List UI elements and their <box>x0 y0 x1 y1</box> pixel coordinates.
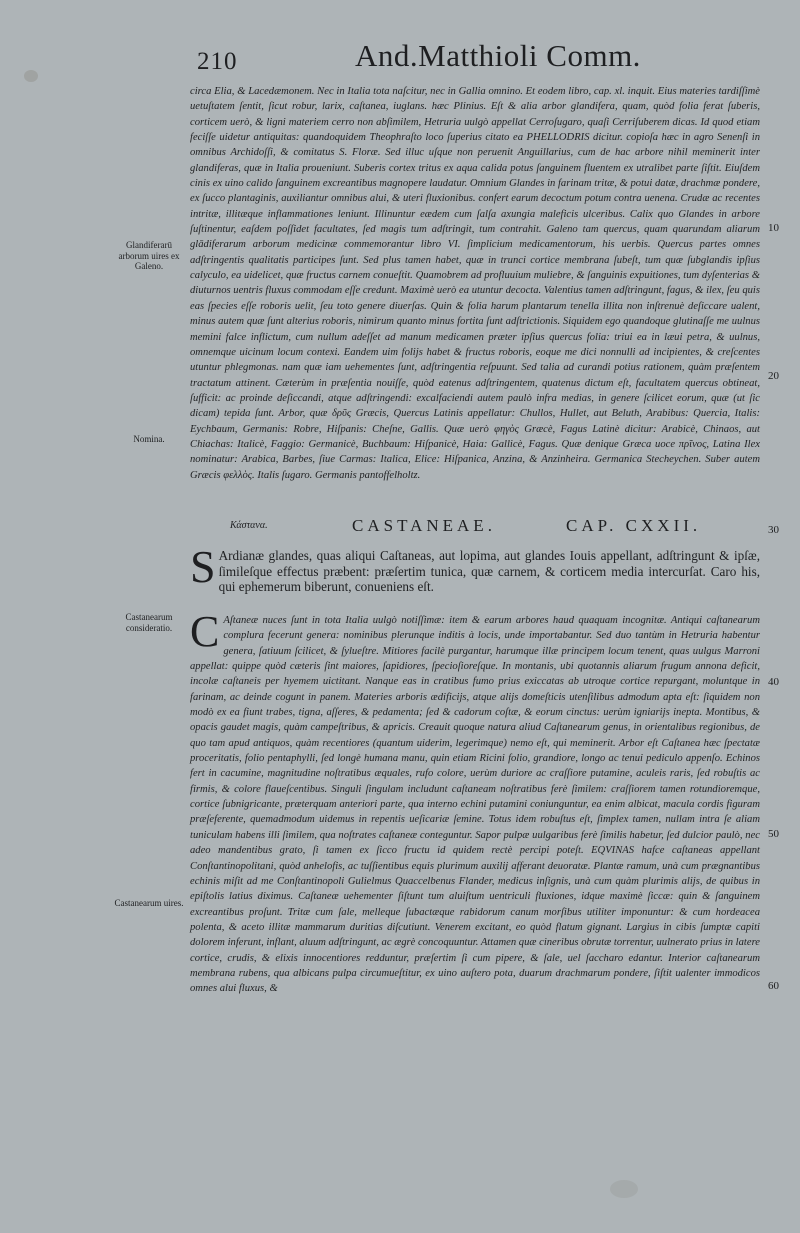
commentary-body: Aſtaneæ nuces ſunt in tota Italia uulgò notiſſimæ: item & earum arbores haud quaquam incognitæ. Antiqui caſtanearum complura fecerunt genera: nominibus plerunque inditis à locis, unde importabantur. Sed duo tantùm in Hetruria habentur genera, ſatiuum ſcilicet, & ſylueſtre. Mitiores facilè purgantur, harumque illæ principem locum tenent, quas uulgus Marroni appellat: quippe quòd cæteris ſint maiores, ſapidiores, ſpecioſioreſque. In montanis, ubi quotannis aliarum frugum annona deficit, incolæ caſtaneis per hyemem uictitant. Nanque eas in cratibus fumo prius exiccatas ab utroque cortice repurgant, moluntque in farinam, ac deinde cogunt in panem. Materies arboris ædificijs, atque alijs domeſticis utenſilibus admodum apta eſt: ſiquidem non modò ex ea fiunt trabes, tigna, aſſeres, & pedamenta; ſed & cadorum coſtæ, & eorum cinctus: uerùm igniarijs inepta. Montibus, & opacis gaudet magis, quàm campeſtribus, & apricis. Creauit quoque natura aliud Caſtanearum genus, in orientalibus regionibus, de quo tam apud antiquos, quàm recentiores (quantum uiderim, legerimque) nemo eſt, qui meminerit. Arbor eſt Caſtanea hæc ſpectatæ proceritatis, folio pentaphylli, ſed longè humana manu, quin etiam Ricini folio, grandiore, longo ac tenui pediculo appenſo. Echinos fert in cacumine, magnitudine noſtratibus æquales, rufo colore, uerùm duriore ac craſſiore putamine, aculeis raris, ſed robuſtis ac firmis, & colore flaueſcentibus. Singuli ſingulam includunt caſtaneam noſtratibus ferè ſimilem: craſſiorem tamen rotundioremque, cortice ſubnigricante, præterquam anteriori parte, qua interno echini putamini coniunguntur, ea enim albicat, macula cordis figuram præſeferente, quemadmodum uidemus in repentis ueſicariæ ſemine. Totus idem robuſtus eſt, ſimplex tamen, nullam intra ſe aliam tuniculam habens illi ſimilem, qua noſtrates caſtaneæ conteguntur. Sapor pulpæ uulgaribus ferè ſimilis habetur, ſed dulcior paulò, nec adeo mandentibus grato, ſi tamen ex ſicco fructu id quidem rectè percipi poteſt. EQVINAS hafce caſtaneas appellant Conſtantinopolitani, quòd anhelofis, ac tuſſientibus equis plurimum auxilij afferant deuoratæ. Plantæ ramum, unà cum prægnantibus echinis miſit ad me Conſtantinopoli Gulielmus Quaccelbenus Flander, medicus inſignis, unà cum quàm plurimis alijs, de quibus in epiſtolis latius diximus. Caſtaneæ uehementer ſiſtunt tum aluiſtum uentriculi fluxiones, idque maximè ſiccæ: quin & ſanguinem excreantibus proſunt. Tritæ cum ſale, melleque ſubactæque rabidorum canum morſibus utiliter imponuntur: & cum hordeacea polenta, & aceto illitæ mammarum duritias diſcutiunt. Venerem excitant, eo quòd flatum gignant. Largius in cibis ſumptæ capiti dolorem inferunt, inflant, aluum adſtringunt, ac ægrè concoquuntur. Attamen quæ cineribus obrutæ torrentur, uulnerato prius in latere cortice, crudis, & elixis innocentiores redduntur, præſertim ſi cum pipere, & ſale, uel ſaccharo edantur. Interior caſtanearum membrana rubens, qua albicans pulpa circumueſtitur, ex uino auſtero pota, duarum drachmarum pondere, ſiſtit ualenter immodicos omnes alui fluxus, & <box>190 615 760 995</box>
line-number: 50 <box>768 828 779 840</box>
line-number: 20 <box>768 370 779 382</box>
chapter-greek-name: Κάστανα. <box>230 520 268 531</box>
line-number: 10 <box>768 222 779 234</box>
chapter-title: CASTANEAE. <box>352 516 496 535</box>
page-number: 210 <box>197 48 238 75</box>
margin-note-glandiferarum: Glandiferarū arborum uires ex Galeno. <box>118 240 180 271</box>
upper-commentary: circa Elia, & Lacedæmonem. Nec in Italia tota naſcitur, nec in Gallia omnino. Et eodem libro, cap. xl. inquit. Eius materies tardiſſimè uetuſtatem ſentit, ſicut robur, larix, caſtanea, iuglans. hæc Plinius. Eſt & alia arbor glandifera, quam, quòd folia ferat ſuberis, corticem uerò, & ligni materiem cerro non abſimilem, Hetruria uulgò appellat Cerroſugaro, quaſi Cerriſuberem dicas. Id quod etiam feciſſe uidetur antiquitas: quandoquidem Theophraſto loco ſuperius citato ea PHELLODRIS dicitur. copioſa hæc in agro Senenſi in omnibus Archidoſſi, & comitatus S. Floræ. Sed illuc uſque non peruenit Anguillarius, cum de hac arbore nihil meminerit inter glandiferas, quæ in Italia proueniunt. Suberis cortex tritus ex aqua calida potus ſanguinem fluentem ex utralibet parte ſiſtit. Eiuſdem cinis ex uino calido ſanguinem excreantibus magnopere laudatur. Omnium Glandes in farinam tritæ, & potui datæ, drachmæ pondere, ex ſucco plantaginis, auxiliantur omnibus alui, & uteri fluxionibus. confert earum decoctum potum contra uenena. Crudæ ac recentes intritæ, illitæque inflammationes leniunt. Illinuntur eædem cum ſalſa axungia maleficis ulceribus. Calix quo Glandes in arbore ſuſtinentur, eaſdem poſſidet facultates, ſed magis tum adſtringit, tum contrahit. Galeno tam quercus, quam quarundam aliarum glādiferarum arborum medicinæ commemorantur libro VI. ſimplicium medicamentorum, his uerbis. Quercus partes omnes adſtringentis qualitatis participes ſunt. Sed plus tamen habet, quæ in trunci cortice membrana ſubeſt, tum quæ ſubglandis ipſius calyculo, ea uidelicet, quæ fructus carnem conueſtit. Quamobrem ad profluuium muliebre, & ſanguinis expuitiones, tum dyſenterias & diuturnos uentris fluxus commodam eſſe credunt. Maximè uerò ea utuntur decocta. Valentius tamen adſtringunt, fagus, & ilex, ſeu quis eas ſpecies eſſe roboris uelit, ſeu toto genere diuerſas. Quin & folia harum plantarum tenella illita non inſtrenuè deſiccare ualent, minus autem quæ ſunt alterius roboris, nimirum quanto minus fortita ſunt adſtrictionis. Siquidem ego quandoque glutinaſſe me uulnus memini falce inflictum, cum nullum adeſſet ad manum medicamen præter ipſius quercus folia: triui ea in læui petra, & uulnus, omnemque uicinum locum contexi. Eandem uim folijs habet & fructus roboris, eoque me dici nonnulli ad incipientes, & creſcentes utuntur phlegmonas. nam quæ iam uehementes ſunt, adſtringentia reſpuunt. Sed talia ad curandi potius rationem, quàm præſentem tractatum attinent. Cæterùm in præſentia nouiſſe, quòd eatenus adſtringentem, quatenus dictum eſt, facultatem quercus obtineat, ſufficit: ac proinde deſiccandi, atque adſtringendi: excalfaciendi autem paulò infra medias, in genere ſcilicet eorum, quæ (ut ſic dicam) tepida ſunt. Arbor, quæ δρῦς Græcis, Quercus Latinis appellatur: Chullos, Hullet, aut Beluth, Arabibus: Quercia, Italis: Eychbaum, Germanis: Robre, Hiſpanis: Cheſne, Gallis. Quæ uerò φηγὸς Græcè, Fagus Latinè dicitur: Arabicè, Chinaos, aut Chiachas: Italicè, Faggio: Germanicè, Buchbaum: Hiſpanicè, Haia: Gallicè, Fagus. Quæ denique Græca uoce πρῖνος, Latina Ilex nominatur: Arabica, Barbes, ſiue Carmas: Italica, Elice: Hiſpanica, Anzina, & Anzinheira. Germanica Stecheychen. Suber autem Græcis φελλὸς. Italis ſugaro. Germanis pantoffelholtz. <box>190 86 760 481</box>
dioscorides-body: Ardianæ glandes, quas aliqui Caſtaneas, aut lopima, aut glandes Iouis appellant, adſtringunt & ipſæ, ſimileſque effectus præbent: præſertim tunica, quæ carnem, & corticem media intercurſat. Caro his, qui ephemerum biberunt, conueniens eſt. <box>218 548 760 595</box>
drop-cap: C <box>190 607 220 656</box>
paper-stain <box>24 70 38 82</box>
margin-note-nomina: Nomina. <box>133 434 165 444</box>
chapter-heading <box>190 516 760 538</box>
chapter-number: CAP. CXXII. <box>566 516 702 535</box>
dioscorides-text <box>190 541 760 595</box>
margin-note-castanearum-consideratio: Castanearum consideratio. <box>125 612 173 633</box>
castanea-commentary <box>190 607 760 997</box>
drop-cap: S <box>190 541 216 592</box>
running-head: And.Matthioli Comm. <box>355 38 641 73</box>
line-number: 30 <box>768 524 779 536</box>
line-number: 40 <box>768 676 779 688</box>
margin-note-castanearum-uires: Castanearum uires. <box>114 898 184 908</box>
paper-stain <box>610 1180 638 1198</box>
line-number: 60 <box>768 980 779 992</box>
